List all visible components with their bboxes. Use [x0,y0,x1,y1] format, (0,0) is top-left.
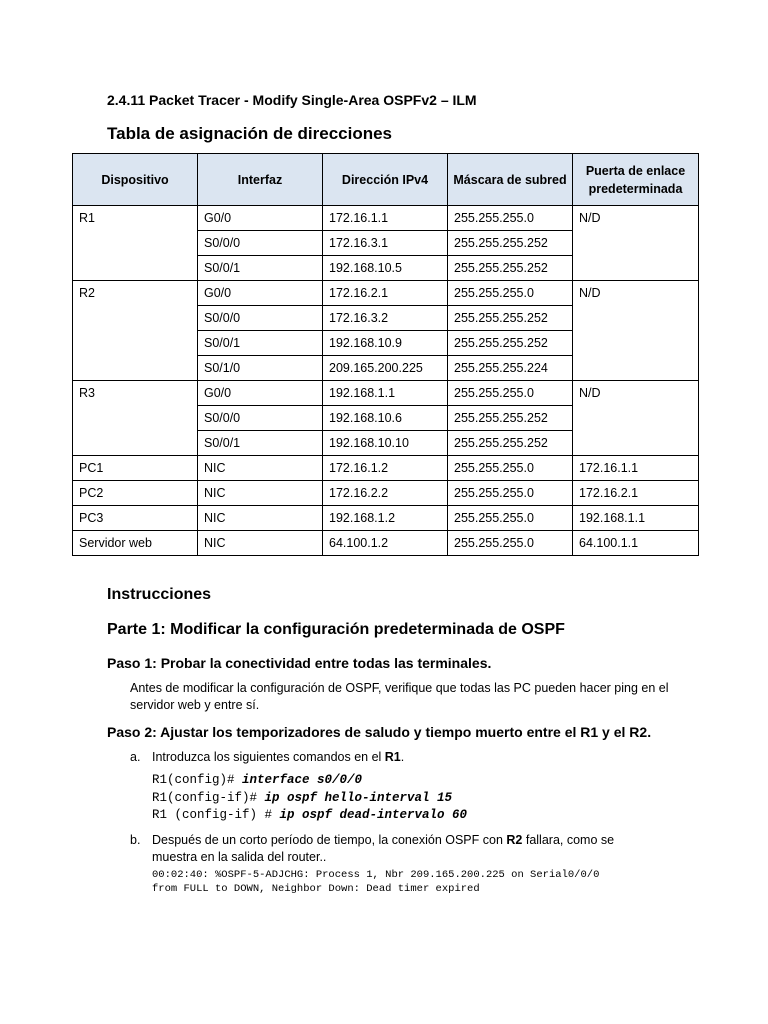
ip-cell: 172.16.2.2 [323,481,448,506]
header-ipv4: Dirección IPv4 [323,154,448,206]
part1-heading: Parte 1: Modificar la configuración predeterminada de OSPF [107,621,565,638]
device-cell: R3 [73,381,198,456]
step1-text: Antes de modificar la configuración de OSPF, verifique que todas las PC pueden hacer ping en el servidor web y entre sí. [130,681,669,712]
instructions-heading: Instrucciones [107,586,212,603]
table-row [73,481,699,506]
mask-cell: 255.255.255.252 [448,431,573,456]
ip-cell: 172.16.3.2 [323,306,448,331]
item-a-text-before: Introduzca los siguientes comandos en el [152,750,385,764]
gateway-cell: N/D [573,381,699,456]
device-cell: PC3 [73,506,198,531]
header-mask: Máscara de subred [448,154,573,206]
interface-cell: NIC [198,456,323,481]
item-b-text-before: Después de un corto período de tiempo, la conexión OSPF con [152,833,507,847]
mask-cell: 255.255.255.0 [448,506,573,531]
mask-cell: 255.255.255.224 [448,356,573,381]
mask-cell: 255.255.255.252 [448,331,573,356]
interface-cell: S0/0/0 [198,406,323,431]
device-cell: Servidor web [73,531,198,556]
ip-cell: 192.168.10.9 [323,331,448,356]
item-b-text-after: fallara, como se muestra en la salida del router.. [152,833,615,864]
table-header-row [73,154,699,206]
interface-cell: S0/0/0 [198,306,323,331]
command-prompt: R1 (config-if) # [152,808,280,822]
header-gateway: Puerta de enlace predeterminada [573,154,699,206]
interface-cell: S0/0/0 [198,231,323,256]
step2-heading: Paso 2: Ajustar los temporizadores de saludo y tiempo muerto entre el R1 y el R2. [107,724,652,740]
output-line: 00:02:40: %OSPF-5-ADJCHG: Process 1, Nbr 209.165.200.225 on Serial0/0/0 [152,869,600,881]
device-cell: PC1 [73,456,198,481]
gateway-cell: 172.16.1.1 [573,456,699,481]
mask-cell: 255.255.255.0 [448,281,573,306]
command-prompt: R1(config-if)# [152,791,265,805]
gateway-cell: N/D [573,281,699,381]
command-line [152,790,452,807]
interface-cell: S0/0/1 [198,431,323,456]
step1-heading: Paso 1: Probar la conectividad entre todas las terminales. [107,655,492,671]
gateway-cell: 172.16.2.1 [573,481,699,506]
item-a-text [152,749,632,766]
mask-cell: 255.255.255.0 [448,531,573,556]
mask-cell: 255.255.255.0 [448,481,573,506]
mask-cell: 255.255.255.0 [448,456,573,481]
device-cell: PC2 [73,481,198,506]
ip-cell: 172.16.1.1 [323,206,448,231]
item-b-label: b. [130,833,141,847]
interface-cell: S0/0/1 [198,256,323,281]
interface-cell: NIC [198,481,323,506]
interface-cell: S0/1/0 [198,356,323,381]
addressing-table [72,153,699,556]
command-prompt: R1(config)# [152,773,243,787]
command-text: ip ospf dead-intervalo 60 [279,808,468,822]
table-heading: Tabla de asignación de direcciones [107,124,392,143]
mask-cell: 255.255.255.0 [448,381,573,406]
item-a-text-after: . [400,750,405,764]
device-cell: R2 [73,281,198,381]
ip-cell: 172.16.1.2 [323,456,448,481]
item-b-text [152,832,632,866]
header-interface: Interfaz [198,154,323,206]
item-a-label: a. [130,750,141,764]
mask-cell: 255.255.255.252 [448,406,573,431]
item-a-text-bold: R1 [384,750,401,764]
mask-cell: 255.255.255.0 [448,206,573,231]
table-row [73,281,699,306]
mask-cell: 255.255.255.252 [448,256,573,281]
ip-cell: 192.168.1.1 [323,381,448,406]
ip-cell: 192.168.10.6 [323,406,448,431]
interface-cell: NIC [198,506,323,531]
mask-cell: 255.255.255.252 [448,306,573,331]
document-title: 2.4.11 Packet Tracer - Modify Single-Area OSPFv2 – ILM [107,92,477,108]
table-row [73,381,699,406]
ip-cell: 172.16.2.1 [323,281,448,306]
table-row [73,506,699,531]
ip-cell: 209.165.200.225 [323,356,448,381]
command-text: interface s0/0/0 [242,773,363,787]
gateway-cell: N/D [573,206,699,281]
interface-cell: G0/0 [198,281,323,306]
ip-cell: 192.168.10.5 [323,256,448,281]
interface-cell: G0/0 [198,381,323,406]
command-line [152,772,362,789]
table-row [73,206,699,231]
interface-cell: S0/0/1 [198,331,323,356]
device-cell: R1 [73,206,198,281]
interface-cell: NIC [198,531,323,556]
interface-cell: G0/0 [198,206,323,231]
table-row [73,456,699,481]
item-b-text-bold: R2 [506,833,523,847]
output-line: from FULL to DOWN, Neighbor Down: Dead timer expired [152,883,480,895]
command-line [152,807,467,824]
header-device: Dispositivo [73,154,198,206]
ip-cell: 64.100.1.2 [323,531,448,556]
mask-cell: 255.255.255.252 [448,231,573,256]
gateway-cell: 64.100.1.1 [573,531,699,556]
table-row [73,531,699,556]
command-text: ip ospf hello-interval 15 [264,791,453,805]
router-output [152,868,599,896]
ip-cell: 192.168.10.10 [323,431,448,456]
ip-cell: 192.168.1.2 [323,506,448,531]
ip-cell: 172.16.3.1 [323,231,448,256]
gateway-cell: 192.168.1.1 [573,506,699,531]
